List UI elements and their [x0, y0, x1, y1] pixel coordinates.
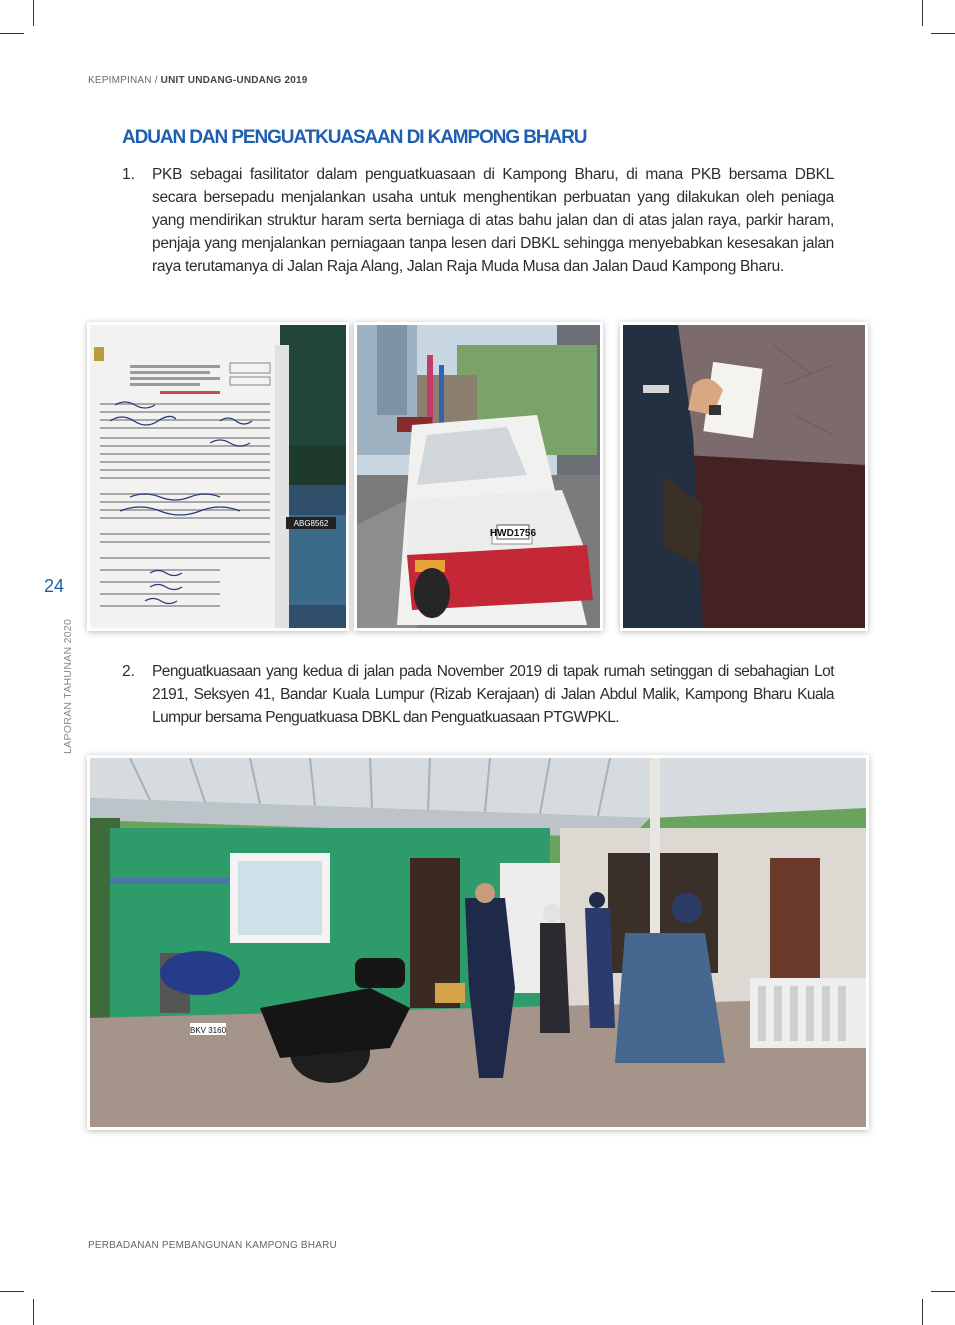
paragraph-number: 2. [122, 663, 135, 680]
crop-mark [922, 0, 923, 26]
paragraph-number: 1. [122, 166, 135, 183]
header-section: KEPIMPINAN [88, 75, 152, 86]
paragraph-text: Penguatkuasaan yang kedua di jalan pada November 2019 di tapak rumah setinggan di sebahagian Lot 2191, Seksyen 41, Bandar Kuala Lumpur (Rizab Kerajaan) di Jalan Abdul Malik, Kampong Bharu Kuala Lumpur bersama Penguatkuasa DBKL dan Penguatkuasaan PTGWPKL. [152, 663, 834, 726]
crop-mark [931, 1291, 955, 1292]
taxi-plate-text: HWD1756 [489, 528, 537, 539]
section-title: ADUAN DAN PENGUATKUASAAN DI KAMPONG BHARU [122, 127, 587, 148]
side-label: LAPORAN TAHUNAN 2020 [62, 618, 74, 754]
crop-mark [33, 1299, 34, 1325]
page-number: 24 [44, 576, 65, 596]
crop-mark [931, 33, 955, 34]
paragraph-1 [122, 163, 834, 278]
crop-mark [0, 33, 24, 34]
paragraph-2 [122, 660, 834, 729]
footer-text: PERBADANAN PEMBANGUNAN KAMPONG BHARU [88, 1240, 337, 1251]
paragraph-text: PKB sebagai fasilitator dalam penguatkuasaan di Kampong Bharu, di mana PKB bersama DBKL secara bersepadu menjalankan usaha untuk menghentikan perbuatan yang dilakukan oleh peniaga yang mendirikan struktur haram serta berniaga di atas bahu jalan dan di atas jalan raya, parkir haram, penjaja yang menjalankan perniagaan tanpa lesen dari DBKL sehingga menyebabkan kesesakan jalan raya terutamanya di Jalan Raja Alang, Jalan Raja Muda Musa dan Jalan Daud Kampong Bharu. [152, 166, 834, 275]
photo-squatter-house [90, 758, 866, 1127]
crop-mark [922, 1299, 923, 1325]
photo-officer-notice [623, 325, 865, 628]
header-separator: / [154, 75, 158, 86]
photo-enforcement-notice [90, 325, 346, 628]
crop-mark [33, 0, 34, 26]
crop-mark [0, 1291, 24, 1292]
header-subsection: UNIT UNDANG-UNDANG 2019 [160, 75, 308, 86]
photo-parked-taxi [357, 325, 600, 628]
running-header [88, 75, 308, 86]
motorcycle-plate-text: BKV 3160 [189, 1026, 227, 1035]
notice-plate-text: ABG8562 [293, 519, 329, 528]
